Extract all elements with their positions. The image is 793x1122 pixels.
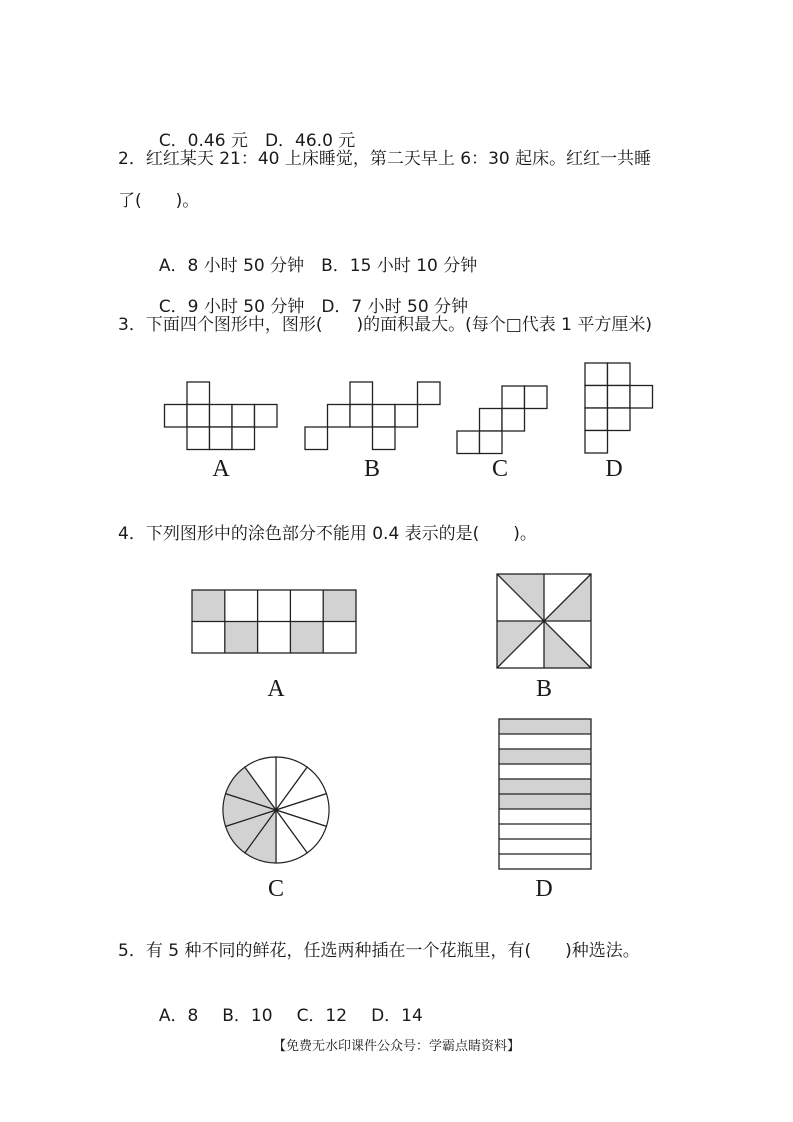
- q3-label-d: D: [605, 456, 623, 482]
- q1-option-c: C．0.46 元: [158, 131, 248, 151]
- q1-option-d: D．46.0 元: [264, 131, 356, 151]
- footer-note: 【免费无水印课件公众号：学霸点睛资料】: [272, 1039, 520, 1054]
- q4-label-a: A: [267, 676, 285, 702]
- q3-label-b: B: [363, 456, 381, 482]
- q2-option-b: B．15 小时 10 分钟: [321, 256, 478, 276]
- q2-option-d: D．7 小时 50 分钟: [321, 297, 469, 317]
- q5-options-row: [148, 980, 423, 1028]
- q3-stem: 3．下面四个图形中，图形( )的面积最大。(每个□代表 1 平方厘米): [118, 315, 653, 335]
- q4-label-b: B: [535, 676, 553, 702]
- q4-stem: 4．下列图形中的涂色部分不能用 0.4 表示的是( )。: [118, 524, 537, 544]
- q2-stem-line2: 了( )。: [118, 191, 200, 211]
- q2-option-c: C．9 小时 50 分钟: [158, 297, 305, 317]
- q3-label-c: C: [491, 456, 509, 482]
- q2-stem-line1: 2．红红某天 21：40 上床睡觉，第二天早上 6：30 起床。红红一共睡: [118, 149, 652, 169]
- q5-option-b: B．10: [222, 1006, 273, 1026]
- q2-option-a: A．8 小时 50 分钟: [158, 256, 305, 276]
- q5-option-a: A．8: [158, 1006, 199, 1026]
- q5-option-d: D．14: [371, 1006, 423, 1026]
- q4-label-c: C: [267, 876, 285, 902]
- q5-option-c: C．12: [296, 1006, 348, 1026]
- q3-label-a: A: [212, 456, 230, 482]
- q5-stem: 5．有 5 种不同的鲜花，任选两种插在一个花瓶里，有( )种选法。: [118, 941, 640, 961]
- q4-label-d: D: [535, 876, 553, 902]
